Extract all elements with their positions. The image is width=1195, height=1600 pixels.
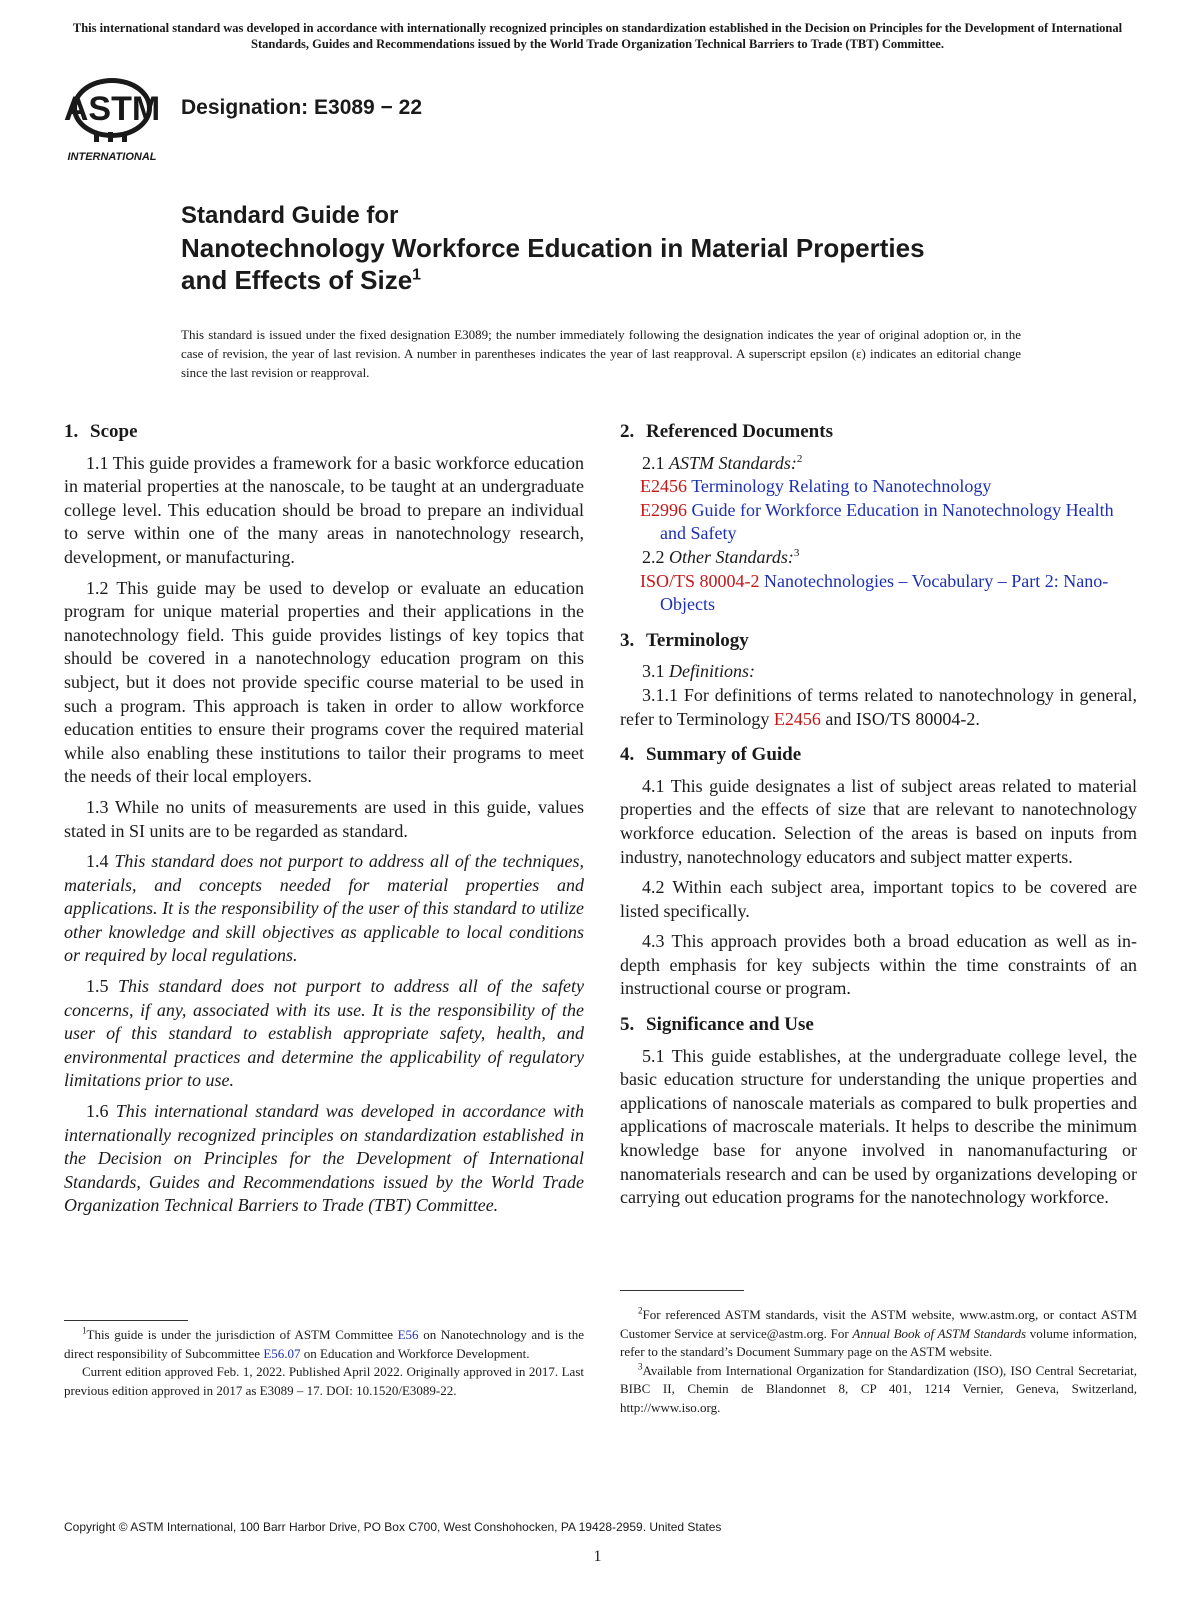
link-e2456-inline[interactable]: E2456	[773, 708, 821, 729]
reference-iso	[620, 570, 1137, 617]
section-heading-referenced-documents: 2. Referenced Documents	[620, 421, 833, 442]
title-footnote-mark: 1	[412, 266, 422, 284]
link-iso[interactable]: ISO/TS 80004-2	[640, 570, 760, 591]
paragraph-4-2: 4.2 Within each subject area, important topics to be covered are listed specifically.	[620, 877, 1137, 921]
astm-logo-icon	[64, 70, 170, 168]
title-line-2: Nanotechnology Workforce Education in Material Properties	[181, 233, 925, 263]
footnote-1-edition: Current edition approved Feb. 1, 2022. Published April 2022. Originally approved in 2017. Last previous edition approved in 2017 as E3089 – 17. DOI: 10.1520/E3089-22.	[64, 1364, 584, 1398]
paragraph-4-1: 4.1 This guide designates a list of subject areas related to material properties and the effects of size that are relevant to nanotechnology workforce education. Selection of the areas is based on inputs from industry, nanotechnology educators and subject matter experts.	[620, 775, 1137, 867]
link-e2996-title[interactable]: Guide for Workforce Education in Nanotechnology Health and Safety	[660, 499, 1114, 544]
title-line-3: and Effects of Size$^1$	[181, 265, 422, 295]
link-e2456[interactable]: E2456	[640, 476, 687, 497]
logo-mark: ASTM	[64, 90, 161, 128]
paragraph-4-3: 4.3 This approach provides both a broad education as well as in-depth emphasis for key subjects within the time constraints of an instructional course or program.	[620, 931, 1137, 999]
astm-logo	[64, 70, 170, 168]
footnote-divider-right	[620, 1290, 744, 1291]
page-number: 1	[593, 1548, 602, 1565]
paragraph-1-4: 1.4 This standard does not purport to address all of the techniques, materials, and concepts needed for material properties and applications. It is the responsibility of the user of this standard to utilize other knowledge and skill objectives as applicable to local conditions or required by local regulations.	[64, 851, 585, 966]
document-title	[181, 200, 1081, 296]
wto-notice: This international standard was developed in accordance with internationally recognized principles on standardization established in the Decision on Principles for the Development of International Standards, Guides and Recommendations issued by the World Trade Organization Technical Barriers to Trade (TBT) Committee.	[72, 21, 1123, 51]
copyright-line: Copyright © ASTM International, 100 Barr Harbor Drive, PO Box C700, West Conshohocken, PA 19428-2959. United States	[64, 1520, 722, 1534]
link-e2456-title[interactable]: Terminology Relating to Nanotechnology	[691, 476, 992, 497]
footnotes-left	[64, 1326, 584, 1400]
section-heading-summary: 4. Summary of Guide	[620, 744, 802, 766]
link-e5607[interactable]: E56.07	[263, 1345, 301, 1361]
footnote-3: $^3$Available from International Organization for Standardization (ISO), ISO Central Secretariat, BIBC II, Chemin de Blandonnet 8, CP 401, 1214 Vernier, Geneva, Switzerland, http://www.iso.org.	[620, 1361, 1137, 1415]
issued-note: This standard is issued under the fixed designation E3089; the number immediately following the designation indicates the year of original adoption or, in the case of revision, the year of last revision. A number in parentheses indicates the year of last reapproval. A superscript epsilon (ε) indicates an editorial change since the last revision or reapproval.	[181, 327, 1021, 380]
footnote-divider-left	[64, 1320, 188, 1321]
paragraph-1-5: 1.5 This standard does not purport to address all of the safety concerns, if any, associated with its use. It is the responsibility of the user of this standard to establish appropriate safety, health, and environmental practices and determine the applicability of regulatory limitations prior to use.	[64, 976, 584, 1091]
title-line-1: Standard Guide for	[181, 202, 399, 229]
logo-text: INTERNATIONAL	[67, 151, 157, 163]
designation: Designation: E3089 − 22	[181, 96, 423, 119]
paragraph-1-3: 1.3 While no units of measurements are used in this guide, values stated in SI units are to be regarded as standard.	[64, 796, 584, 841]
paragraph-1-6: 1.6 This international standard was developed in accordance with internationally recognized principles on standardization established in the Decision on Principles for the Development of International Standards, Guides and Recommendations issued by the World Trade Organization Technical Barriers to Trade (TBT) Committee.	[64, 1101, 584, 1216]
footnote-2: $^2$For referenced ASTM standards, visit the ASTM website, www.astm.org, or contact ASTM Customer Service at service@astm.org. For Annual Book of ASTM Standards volume information, refer to the standard’s Document Summary page on the ASTM website.	[620, 1305, 1138, 1359]
paragraph-1-2: 1.2 This guide may be used to develop or evaluate an education program for unique material properties and their applications in the nanotechnology field. This guide provides listings of key topics that should be covered in a nanotechnology education program on this subject, but it does not provide specific course material to be used in such a program. This approach is taken in order to allow workforce education entities to ensure their programs cover the required material while also enabling these institutions to tailor their programs to meet the needs of their local employers.	[64, 577, 584, 787]
link-iso-title[interactable]: Nanotechnologies – Vocabulary – Part 2: Nano-Objects	[660, 570, 1109, 615]
right-column	[620, 420, 1137, 1217]
section-heading-terminology: 3. Terminology	[620, 629, 749, 651]
astm-standards-label: 2.1 ASTM Standards:$^2$	[642, 452, 803, 473]
reference-e2996	[620, 499, 1137, 546]
footnotes-right	[620, 1306, 1137, 1417]
link-e2996[interactable]: E2996	[640, 499, 687, 520]
section-heading-scope: 1. Scope	[64, 421, 138, 442]
paragraph-1-1: 1.1 This guide provides a framework for a basic workforce education in material properties at the nanoscale, to be taught at an undergraduate college level. This education should be broad to prepare an individual to serve within one of the many areas in nanotechnology research, development, or manufacturing.	[64, 452, 584, 567]
section-heading-significance: 5. Significance and Use	[620, 1014, 814, 1036]
footnote-1: $^1$This guide is under the jurisdiction of ASTM Committee E56 on Nanotechnology and is the direct responsibility of Subcommittee E56.07 on Education and Workforce Development.	[64, 1325, 584, 1361]
paragraph-5-1: 5.1 This guide establishes, at the undergraduate college level, the basic education structure for understanding the unique properties and applications of nanoscale materials as compared to bulk properties and applications of macroscale materials. It helps to describe the minimum knowledge base for anyone involved in nanomanufacturing or nanomaterials research and can be used by organizations developing or carrying out education programs for the nanotechnology workforce.	[620, 1045, 1137, 1208]
left-column	[64, 420, 584, 1225]
link-e56[interactable]: E56	[397, 1327, 419, 1342]
other-standards-label: 2.2 Other Standards:$^3$	[642, 546, 800, 567]
reference-e2456	[620, 475, 1137, 499]
paragraph-3-1-1: 3.1.1 For definitions of terms related to nanotechnology in general, refer to Terminology E2456 and ISO/TS 80004-2.	[620, 684, 1137, 729]
definitions-label: 3.1 Definitions:	[642, 661, 755, 682]
